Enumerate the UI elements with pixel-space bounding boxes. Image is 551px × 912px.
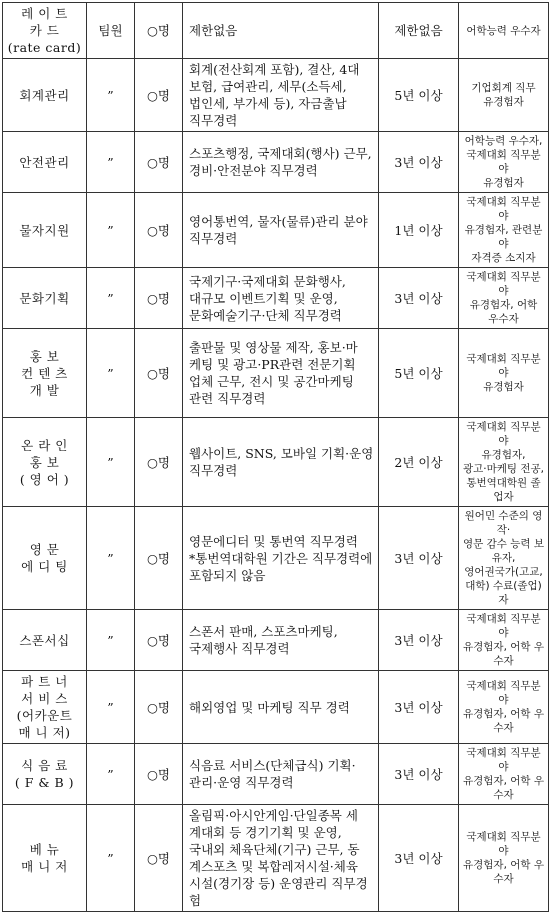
description-cell: 식음료 서비스(단체급식) 기획· 관리·운영 직무경력 bbox=[183, 744, 379, 805]
description-cell: 웹사이트, SNS, 모바일 기획·운영 직무경력 bbox=[183, 418, 379, 507]
count-cell: ○명 bbox=[135, 329, 183, 418]
preferred-cell: 국제대회 직무분야 유경험자 bbox=[459, 329, 549, 418]
title-cell: ” bbox=[87, 671, 135, 744]
description-cell: 영문에디터 및 통번역 직무경력 *통번역대학원 기간은 직무경력에 포함되지 않음 bbox=[183, 507, 379, 610]
title-cell: ” bbox=[87, 610, 135, 671]
count-cell: ○명 bbox=[135, 507, 183, 610]
preferred-cell: 국제대회 직무분야 유경험자, 어학 우수자 bbox=[459, 671, 549, 744]
description-cell: 스폰서 판매, 스포츠마케팅, 국제행사 직무경력 bbox=[183, 610, 379, 671]
preferred-cell: 국제대회 직무분야 유경험자, 어학 우수자 bbox=[459, 805, 549, 912]
field-cell: 베 뉴 매 니 저 bbox=[3, 805, 87, 912]
description-cell: 올림픽·아시안게임·단일종목 세 계대회 등 경기기획 및 운영, 국내외 체육단체(기구) 근무, 동 계스포츠 및 복합레저시설·체육 시설(경기장 등) 운영관리 직무경험 bbox=[183, 805, 379, 912]
title-cell: ” bbox=[87, 132, 135, 193]
description-cell: 스포츠행정, 국제대회(행사) 근무, 경비·안전분야 직무경력 bbox=[183, 132, 379, 193]
preferred-cell: 국제대회 직무분야 유경험자, 광고·마케팅 전공, 통번역대학원 졸업자 bbox=[459, 418, 549, 507]
count-cell: ○명 bbox=[135, 132, 183, 193]
experience-cell: 5년 이상 bbox=[379, 59, 459, 132]
description-cell: 회계(전산회계 포함), 결산, 4대 보험, 급여관리, 세무(소득세, 법인세, 부가세 등), 자금출납 직무경력 bbox=[183, 59, 379, 132]
count-cell: ○명 bbox=[135, 805, 183, 912]
table-row bbox=[3, 671, 549, 744]
field-cell: 파 트 너 서 비 스 (어카운트 매 니 저) bbox=[3, 671, 87, 744]
title-cell: ” bbox=[87, 59, 135, 132]
table-row bbox=[3, 418, 549, 507]
table-row bbox=[3, 507, 549, 610]
field-cell: 안전관리 bbox=[3, 132, 87, 193]
experience-cell: 3년 이상 bbox=[379, 610, 459, 671]
preferred-cell: 국제대회 직무분야 유경험자, 어학 우수자 bbox=[459, 268, 549, 329]
experience-cell: 3년 이상 bbox=[379, 507, 459, 610]
experience-cell: 3년 이상 bbox=[379, 805, 459, 912]
table-row bbox=[3, 268, 549, 329]
count-cell: ○명 bbox=[135, 3, 183, 59]
title-cell: 팀원 bbox=[87, 3, 135, 59]
title-cell: ” bbox=[87, 329, 135, 418]
preferred-cell: 어학능력 우수자, 국제대회 직무분야 유경험자 bbox=[459, 132, 549, 193]
experience-cell: 3년 이상 bbox=[379, 268, 459, 329]
experience-cell: 2년 이상 bbox=[379, 418, 459, 507]
table-row bbox=[3, 329, 549, 418]
count-cell: ○명 bbox=[135, 610, 183, 671]
title-cell: ” bbox=[87, 744, 135, 805]
table-row bbox=[3, 805, 549, 912]
count-cell: ○명 bbox=[135, 59, 183, 132]
description-cell: 해외영업 및 마케팅 직무 경력 bbox=[183, 671, 379, 744]
rate-card-table bbox=[2, 2, 549, 912]
table-row bbox=[3, 3, 549, 59]
count-cell: ○명 bbox=[135, 268, 183, 329]
preferred-cell: 국제대회 직무분야 유경험자, 관련분야 자격증 소지자 bbox=[459, 193, 549, 268]
table-row bbox=[3, 744, 549, 805]
preferred-cell: 원어민 수준의 영작· 영문 감수 능력 보유자, 영어권국가(고교, 대학) 수료(졸업)자 bbox=[459, 507, 549, 610]
experience-cell: 1년 이상 bbox=[379, 193, 459, 268]
title-cell: ” bbox=[87, 268, 135, 329]
count-cell: ○명 bbox=[135, 671, 183, 744]
field-cell: 스폰서십 bbox=[3, 610, 87, 671]
experience-cell: 3년 이상 bbox=[379, 744, 459, 805]
description-cell: 영어통번역, 물자(물류)관리 분야 직무경력 bbox=[183, 193, 379, 268]
preferred-cell: 국제대회 직무분야 유경험자, 어학 우수자 bbox=[459, 744, 549, 805]
description-cell: 국제기구·국제대회 문화행사, 대규모 이벤트기획 및 운영, 문화예술기구·단체 직무경력 bbox=[183, 268, 379, 329]
field-cell: 영 문 에 디 팅 bbox=[3, 507, 87, 610]
experience-cell: 5년 이상 bbox=[379, 329, 459, 418]
title-cell: ” bbox=[87, 418, 135, 507]
count-cell: ○명 bbox=[135, 744, 183, 805]
preferred-cell: 기업회계 직무 유경험자 bbox=[459, 59, 549, 132]
field-cell: 회계관리 bbox=[3, 59, 87, 132]
table-row bbox=[3, 610, 549, 671]
title-cell: ” bbox=[87, 805, 135, 912]
description-cell: 제한없음 bbox=[183, 3, 379, 59]
field-cell: 홍 보 컨 텐 츠 개 발 bbox=[3, 329, 87, 418]
count-cell: ○명 bbox=[135, 193, 183, 268]
preferred-cell: 어학능력 우수자 bbox=[459, 3, 549, 59]
description-cell: 출판물 및 영상물 제작, 홍보·마 케팅 및 광고·PR관련 전문기획 업체 근무, 전시 및 공간마케팅 관련 직무경력 bbox=[183, 329, 379, 418]
field-cell: 문화기획 bbox=[3, 268, 87, 329]
table-row bbox=[3, 132, 549, 193]
experience-cell: 제한없음 bbox=[379, 3, 459, 59]
table-row bbox=[3, 59, 549, 132]
preferred-cell: 국제대회 직무분야 유경험자, 어학 우수자 bbox=[459, 610, 549, 671]
field-cell: 식 음 료 ( F & B ) bbox=[3, 744, 87, 805]
title-cell: ” bbox=[87, 507, 135, 610]
experience-cell: 3년 이상 bbox=[379, 132, 459, 193]
table-row bbox=[3, 193, 549, 268]
field-cell: 물자지원 bbox=[3, 193, 87, 268]
field-cell: 레 이 트 카 드 (rate card) bbox=[3, 3, 87, 59]
count-cell: ○명 bbox=[135, 418, 183, 507]
title-cell: ” bbox=[87, 193, 135, 268]
field-cell: 온 라 인 홍 보 ( 영 어 ) bbox=[3, 418, 87, 507]
experience-cell: 3년 이상 bbox=[379, 671, 459, 744]
